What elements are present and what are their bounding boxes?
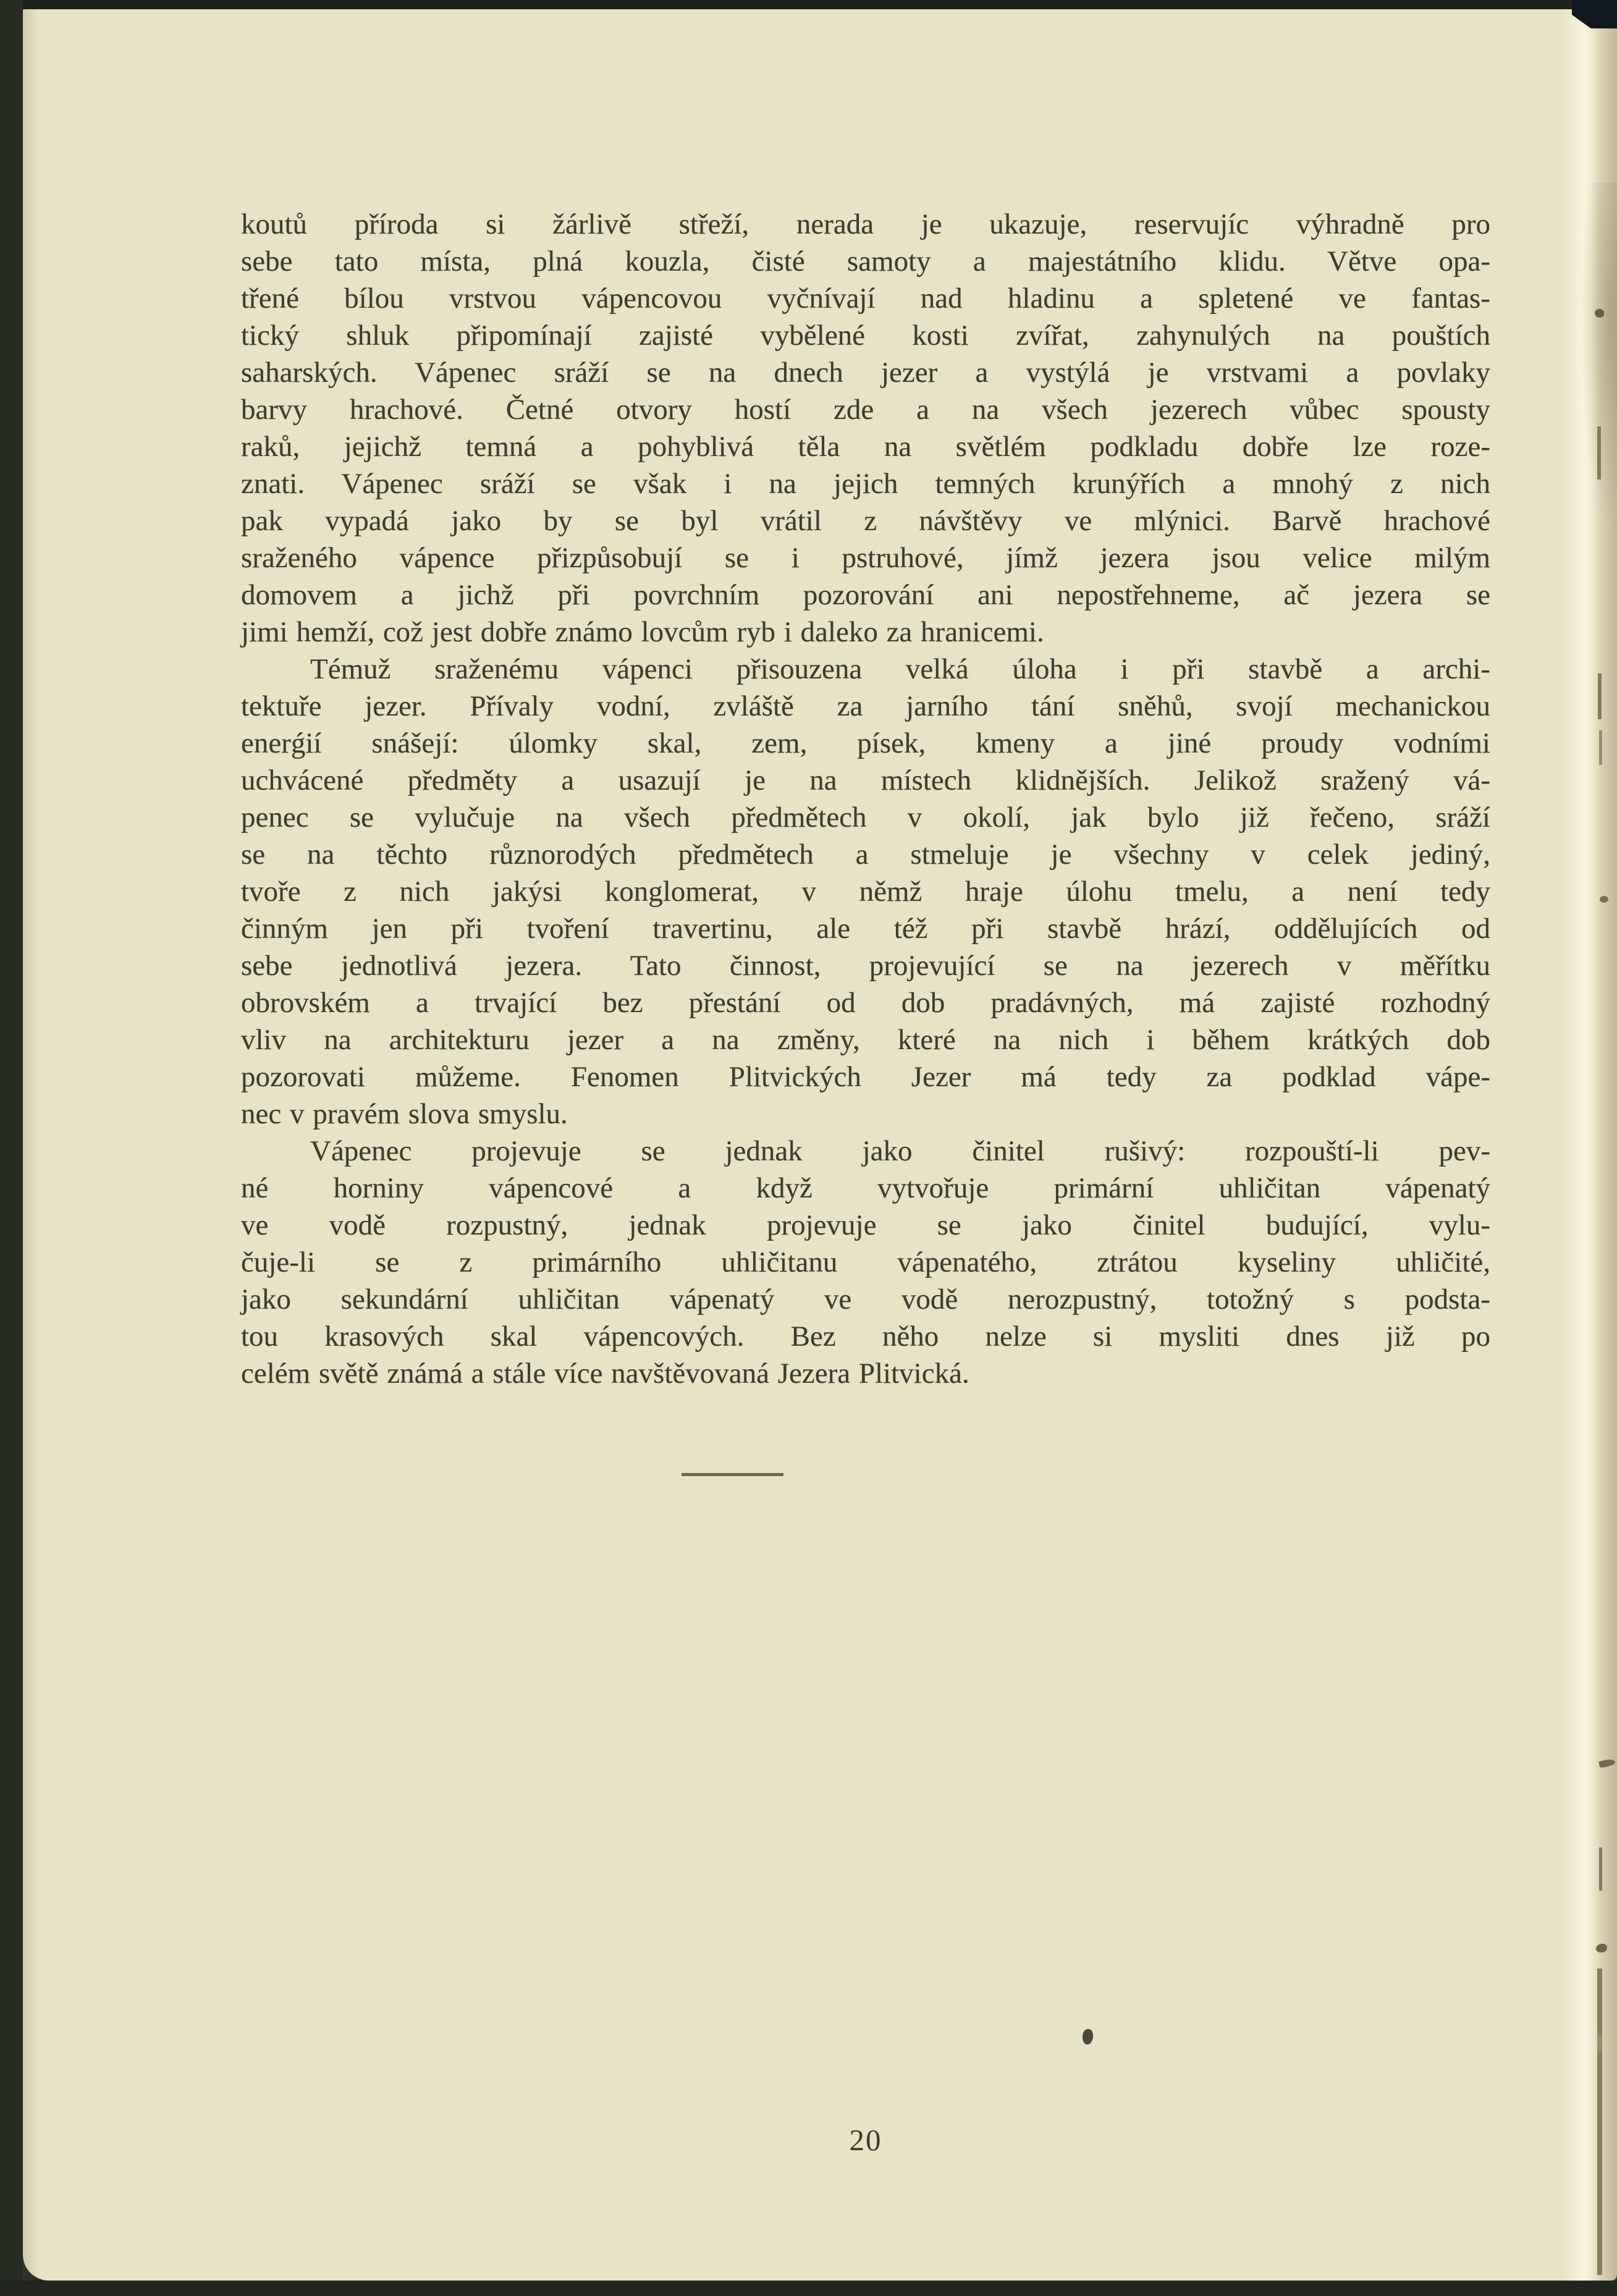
text-line: tou krasových skal vápencových. Bez něho nelze si mysliti dnes již po bbox=[241, 1320, 1490, 1353]
text-line: sebe tato místa, plná kouzla, čisté samoty a majestátního klidu. Větve opa- bbox=[241, 245, 1490, 277]
text-line: koutů příroda si žárlivě střeží, nerada je ukazuje, reservujíc výhradně pro bbox=[241, 208, 1490, 240]
text-line: Vápenec projevuje se jednak jako činitel rušivý: rozpouští-li pev- bbox=[310, 1135, 1490, 1167]
text-block bbox=[241, 206, 1490, 1392]
text-line: tický shluk připomínají zajisté vybělené kosti zvířat, zahynulých na pouštích bbox=[241, 319, 1490, 352]
text-line: třené bílou vrstvou vápencovou vyčnívají nad hladinu a spletené ve fantas- bbox=[241, 282, 1490, 314]
text-line: obrovském a trvající bez přestání od dob pradávných, má zajisté rozhodný bbox=[241, 987, 1490, 1019]
text-line: jako sekundární uhličitan vápenatý ve vodě nerozpustný, totožný s podsta- bbox=[241, 1283, 1490, 1315]
text-line: pozorovati můžeme. Fenomen Plitvických Jezer má tedy za podklad vápe- bbox=[241, 1061, 1490, 1093]
text-line: penec se vylučuje na všech předmětech v okolí, jak bylo již řečeno, sráží bbox=[241, 801, 1490, 834]
text-line: raků, jejichž temná a pohyblivá těla na světlém podkladu dobře lze roze- bbox=[241, 431, 1490, 463]
text-line: celém světě známá a stále více navštěvovaná Jezera Plitvická. bbox=[241, 1357, 969, 1390]
paper-left-shading bbox=[23, 9, 39, 2281]
paragraph bbox=[241, 206, 1490, 651]
text-line: tektuře jezer. Přívaly vodní, zvláště za jarního tání sněhů, svojí mechanickou bbox=[241, 690, 1490, 722]
margin-speck bbox=[1595, 309, 1604, 318]
text-line: činným jen při tvoření travertinu, ale též při stavbě hrází, oddělujících od bbox=[241, 913, 1490, 945]
page-number: 20 bbox=[849, 2123, 882, 2157]
margin-mark bbox=[1599, 1847, 1602, 1891]
margin-mark bbox=[1599, 730, 1602, 765]
paragraph bbox=[241, 1133, 1490, 1392]
text-line: znati. Vápenec sráží se však i na jejich temných krunýřích a mnohý z nich bbox=[241, 468, 1490, 500]
text-line: ve vodě rozpustný, jednak projevuje se jako činitel budující, vylu- bbox=[241, 1209, 1490, 1241]
text-line: sraženého vápence přizpůsobují se i pstruhové, jímž jezera jsou velice milým bbox=[241, 542, 1490, 574]
scan-edge-top bbox=[0, 0, 1617, 9]
scan-edge-bottom bbox=[0, 2281, 1617, 2296]
paragraph bbox=[241, 651, 1490, 1133]
margin-mark bbox=[1598, 673, 1602, 719]
scan-edge-left bbox=[0, 0, 23, 2296]
text-line: pak vypadá jako by se byl vrátil z návštěvy ve mlýnici. Barvě hrachové bbox=[241, 505, 1490, 537]
text-line: uchvácené předměty a usazují je na místech klidnějších. Jelikož sražený vá- bbox=[241, 764, 1490, 796]
text-line: se na těchto různorodých předmětech a stmeluje je všechny v celek jediný, bbox=[241, 838, 1490, 871]
text-line: saharských. Vápenec sráží se na dnech jezer a vystýlá je vrstvami a povlaky bbox=[241, 357, 1490, 389]
text-line: sebe jednotlivá jezera. Tato činnost, projevující se na jezerech v měřítku bbox=[241, 950, 1490, 982]
text-line: tvoře z nich jakýsi konglomerat, v němž hraje úlohu tmelu, a není tedy bbox=[241, 876, 1490, 908]
text-line: nec v pravém slova smyslu. bbox=[241, 1098, 568, 1130]
text-line: enerǵií snášejí: úlomky skal, zem, písek, kmeny a jiné proudy vodními bbox=[241, 727, 1490, 759]
section-divider bbox=[682, 1473, 783, 1476]
text-line: domovem a jichž při povrchním pozorování ani nepostřehneme, ač jezera se bbox=[241, 579, 1490, 611]
text-line: né horniny vápencové a když vytvořuje primární uhličitan vápenatý bbox=[241, 1172, 1490, 1204]
text-line: vliv na architekturu jezer a na změny, které na nich i během krátkých dob bbox=[241, 1024, 1490, 1056]
text-line: Témuž sraženému vápenci přisouzena velká úloha i při stavbě a archi- bbox=[310, 653, 1490, 685]
margin-mark bbox=[1597, 1969, 1602, 2275]
margin-speck bbox=[1600, 896, 1608, 903]
margin-mark bbox=[1597, 426, 1601, 479]
text-line: barvy hrachové. Četné otvory hostí zde a na všech jezerech vůbec spousty bbox=[241, 394, 1490, 426]
text-line: jimi hemží, což jest dobře známo lovcům ryb i daleko za hranicemi. bbox=[241, 616, 1044, 648]
text-line: čuje-li se z primárního uhličitanu vápenatého, ztrátou kyseliny uhličité, bbox=[241, 1246, 1490, 1278]
